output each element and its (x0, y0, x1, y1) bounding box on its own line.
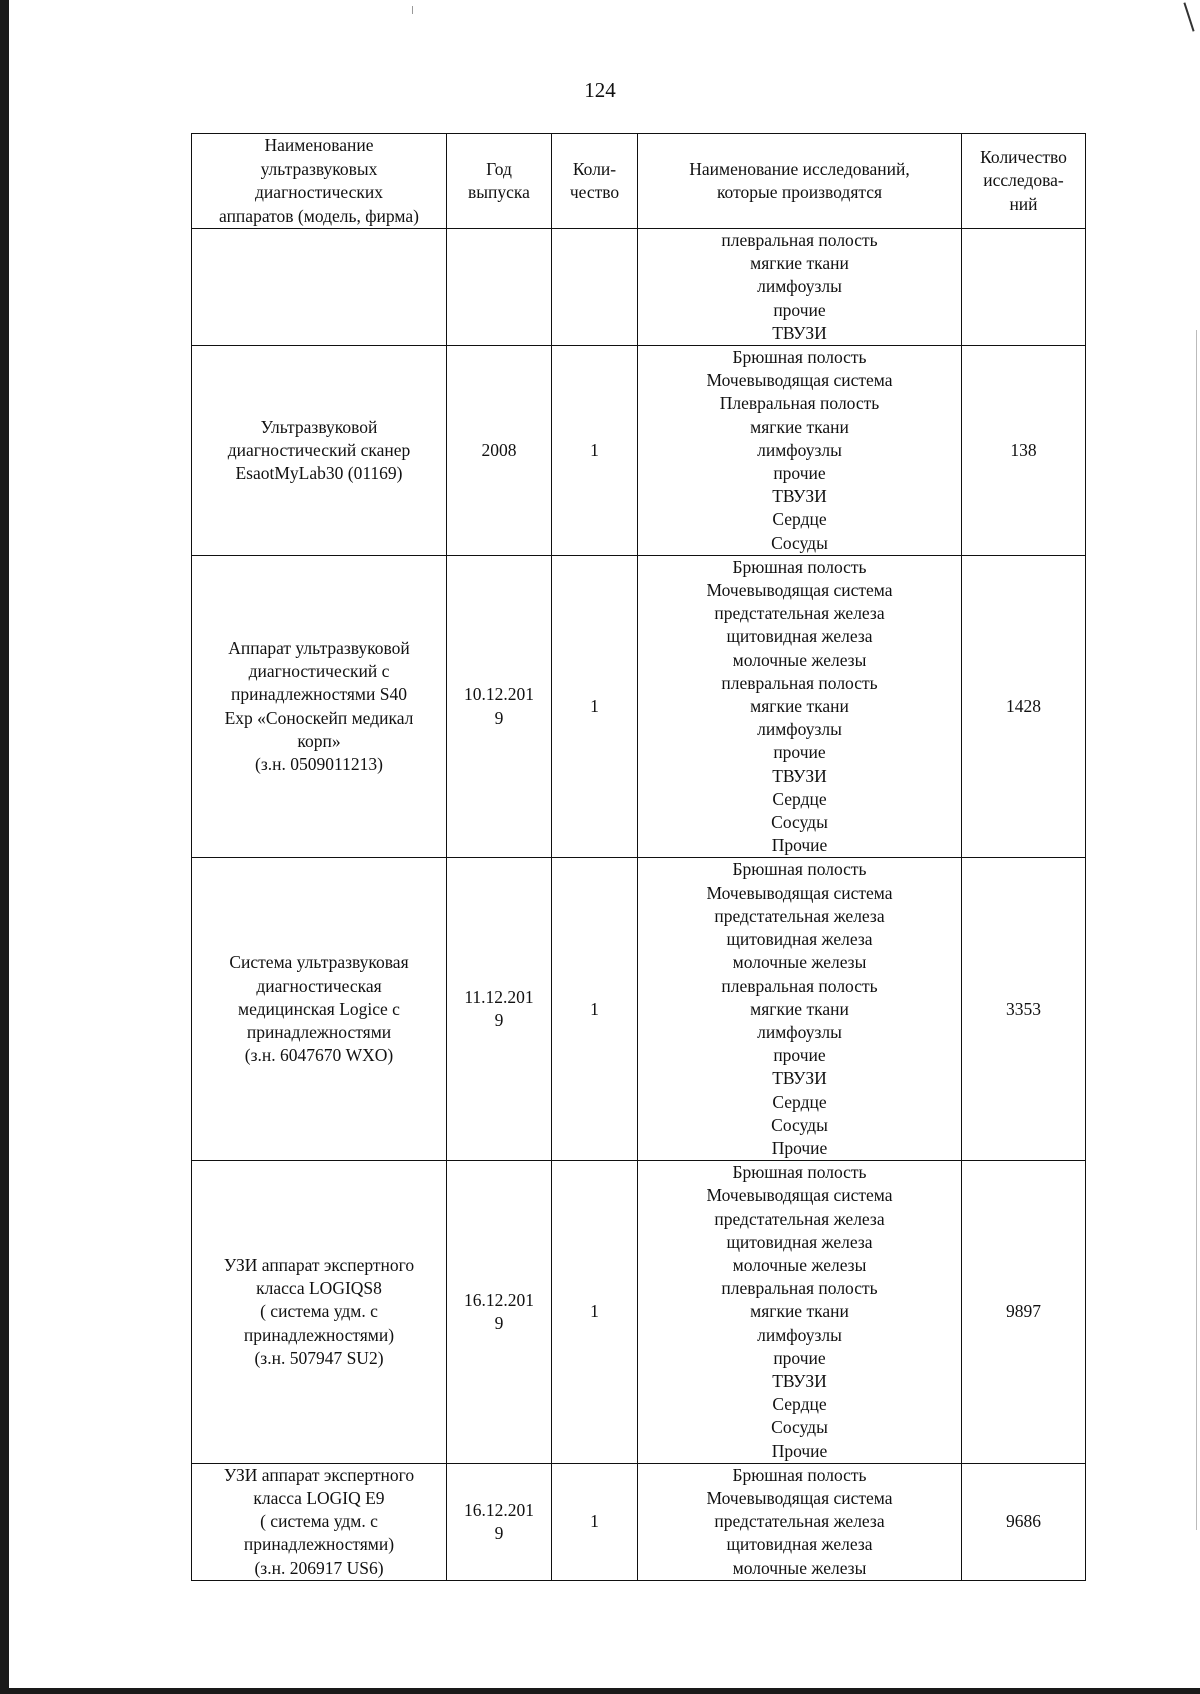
cell-line: диагностических (255, 182, 383, 202)
cell-line: чество (569, 182, 620, 202)
header-studies (638, 134, 962, 229)
cell-line: (з.н. 0509011213) (255, 754, 383, 775)
cell-line: принадлежностями S40 (231, 684, 407, 705)
cell-line: мягкие ткани (750, 253, 849, 274)
cell-line: Мочевыводящая система (706, 1487, 893, 1508)
cell-line: Exp «Соноскейп медикал (224, 707, 414, 728)
cell-line: Прочие (771, 1440, 828, 1461)
count-cell: 9897 (962, 1161, 1086, 1464)
table-row (192, 346, 1086, 556)
table-row (192, 555, 1086, 858)
cell-line: Система ультразвуковая (229, 952, 409, 973)
cell-line: плевральная полость (721, 975, 878, 996)
cell-line: диагностическая (256, 975, 382, 996)
header-release-year (447, 134, 552, 229)
cell-line: плевральная полость (721, 1278, 878, 1299)
cell-line: Сосуды (771, 532, 828, 553)
cell-line: молочные железы (732, 1557, 867, 1578)
cell-line: Мочевыводящая система (706, 882, 893, 903)
year-cell (447, 1161, 552, 1464)
cell-line: плевральная полость (721, 230, 878, 250)
cell-line: ТВУЗИ (772, 322, 827, 343)
count-cell: 3353 (962, 858, 1086, 1161)
cell-line: Сосуды (771, 1114, 828, 1135)
cell-line: Наименование исследований, (689, 158, 910, 179)
cell-line: Сосуды (771, 812, 828, 833)
cell-line: УЗИ аппарат экспертного (223, 1254, 415, 1275)
cell-line: Коли- (572, 158, 617, 179)
cell-line: принадлежностями (246, 1021, 392, 1042)
quantity-cell: 1 (552, 1463, 638, 1580)
header-study-count (962, 134, 1086, 229)
device-cell (192, 858, 447, 1161)
cell-line: Сердце (772, 788, 827, 809)
scan-right-edge (1196, 330, 1197, 1530)
quantity-cell (552, 229, 638, 346)
scan-corner-mark (1183, 2, 1194, 31)
cell-line: мягкие ткани (750, 1301, 849, 1322)
cell-line: лимфоузлы (757, 1021, 842, 1042)
cell-line: (з.н. 507947 SU2) (254, 1347, 384, 1368)
cell-line: ТВУЗИ (772, 765, 827, 786)
cell-line: щитовидная железа (726, 626, 873, 647)
cell-line: ний (1009, 193, 1038, 214)
cell-line: (з.н. 206917 US6) (254, 1557, 384, 1578)
quantity-cell: 1 (552, 346, 638, 556)
cell-line: молочные железы (732, 952, 867, 973)
cell-line: EsaotMyLab30 (01169) (235, 463, 403, 484)
cell-line: прочие (773, 742, 826, 763)
count-cell: 1428 (962, 555, 1086, 858)
cell-line: мягкие ткани (750, 696, 849, 717)
device-cell (192, 555, 447, 858)
cell-line: 9 (494, 707, 504, 728)
year-cell (447, 346, 552, 556)
cell-line: УЗИ аппарат экспертного (223, 1464, 415, 1485)
table-row (192, 1161, 1086, 1464)
device-cell (192, 1161, 447, 1464)
studies-cell (638, 858, 962, 1161)
cell-line: щитовидная железа (726, 929, 873, 950)
cell-line: Брюшная полость (732, 556, 867, 577)
table-row (192, 1463, 1086, 1580)
studies-cell (638, 1463, 962, 1580)
ultrasound-devices-table (191, 133, 1086, 1581)
cell-line: 16.12.201 (464, 1499, 534, 1520)
cell-line: предстательная железа (714, 603, 885, 624)
cell-line: исследова- (983, 170, 1064, 191)
cell-line: Плевральная полость (719, 393, 880, 414)
count-cell: 9686 (962, 1463, 1086, 1580)
cell-line: 9 (494, 1522, 504, 1543)
cell-line: 16.12.201 (464, 1289, 534, 1310)
cell-line: 10.12.201 (464, 684, 534, 705)
cell-line: предстательная железа (714, 1208, 885, 1229)
table-header-row (192, 134, 1086, 229)
cell-line: ТВУЗИ (772, 486, 827, 507)
cell-line: Год (486, 158, 512, 179)
cell-line: молочные железы (732, 1254, 867, 1275)
cell-line: прочие (773, 299, 826, 320)
cell-line: Сердце (772, 1394, 827, 1415)
cell-line: прочие (773, 463, 826, 484)
cell-line: диагностический сканер (227, 439, 411, 460)
studies-cell (638, 555, 962, 858)
scan-top-mark (412, 6, 413, 14)
cell-line: прочие (773, 1347, 826, 1368)
device-cell (192, 229, 447, 346)
cell-line: мягкие ткани (750, 998, 849, 1019)
year-cell (447, 555, 552, 858)
cell-line: лимфоузлы (757, 719, 842, 740)
cell-line: Прочие (771, 835, 828, 856)
cell-line: Брюшная полость (732, 1464, 867, 1485)
cell-line: прочие (773, 1045, 826, 1066)
cell-line: принадлежностями) (243, 1534, 395, 1555)
cell-line: Брюшная полость (732, 1162, 867, 1183)
cell-line: выпуска (468, 182, 530, 202)
cell-line: 2008 (481, 439, 517, 460)
cell-line: Прочие (771, 1137, 828, 1158)
table-body (192, 229, 1086, 1581)
cell-line: предстательная железа (714, 905, 885, 926)
cell-line: лимфоузлы (757, 1324, 842, 1345)
cell-line: медицинская Logice с (238, 998, 400, 1019)
quantity-cell: 1 (552, 555, 638, 858)
cell-line: диагностический с (248, 661, 390, 682)
device-cell (192, 1463, 447, 1580)
cell-line: Сосуды (771, 1417, 828, 1438)
cell-line: лимфоузлы (757, 439, 842, 460)
studies-cell (638, 346, 962, 556)
count-cell (962, 229, 1086, 346)
cell-line: мягкие ткани (750, 416, 849, 437)
cell-line: принадлежностями) (243, 1324, 395, 1345)
quantity-cell: 1 (552, 858, 638, 1161)
year-cell (447, 229, 552, 346)
cell-line: ТВУЗИ (772, 1068, 827, 1089)
cell-line: щитовидная железа (726, 1231, 873, 1252)
count-cell: 138 (962, 346, 1086, 556)
quantity-cell: 1 (552, 1161, 638, 1464)
cell-line: 9 (494, 1010, 504, 1031)
cell-line: Количество (980, 146, 1067, 167)
cell-line: (з.н. 6047670 WXO) (244, 1045, 394, 1066)
year-cell (447, 1463, 552, 1580)
cell-line: класса LOGIQ E9 (253, 1487, 385, 1508)
cell-line: Сердце (772, 509, 827, 530)
cell-line: молочные железы (732, 649, 867, 670)
table-row (192, 858, 1086, 1161)
cell-line: щитовидная железа (726, 1534, 873, 1555)
cell-line: Ультразвуковой (260, 416, 378, 437)
cell-line: Мочевыводящая система (706, 1185, 893, 1206)
cell-line: лимфоузлы (757, 276, 842, 297)
cell-line: которые производятся (716, 182, 883, 202)
cell-line: 11.12.201 (464, 987, 534, 1008)
year-cell (447, 858, 552, 1161)
cell-line: Брюшная полость (732, 859, 867, 880)
cell-line: Наименование (264, 135, 374, 155)
table-row (192, 229, 1086, 346)
cell-line: аппаратов (модель, фирма) (219, 205, 419, 226)
cell-line: 9 (494, 1312, 504, 1333)
header-device-name (192, 134, 447, 229)
cell-line: Мочевыводящая система (706, 370, 893, 391)
cell-line: ( система удм. с (260, 1301, 378, 1322)
studies-cell (638, 229, 962, 346)
cell-line: ультразвуковых (260, 158, 378, 179)
cell-line: Аппарат ультразвуковой (228, 638, 410, 659)
scan-left-edge (0, 0, 9, 1694)
header-quantity (552, 134, 638, 229)
cell-line: ТВУЗИ (772, 1370, 827, 1391)
cell-line: Брюшная полость (732, 347, 867, 368)
studies-cell (638, 1161, 962, 1464)
cell-line: класса LOGIQS8 (256, 1278, 382, 1299)
scan-bottom-edge (0, 1688, 1200, 1694)
device-cell (192, 346, 447, 556)
cell-line: предстательная железа (714, 1511, 885, 1532)
cell-line: ( система удм. с (260, 1511, 378, 1532)
cell-line: плевральная полость (721, 672, 878, 693)
cell-line: Сердце (772, 1091, 827, 1112)
cell-line: Мочевыводящая система (706, 580, 893, 601)
cell-line: корп» (297, 730, 341, 751)
page-number: 124 (584, 78, 616, 102)
